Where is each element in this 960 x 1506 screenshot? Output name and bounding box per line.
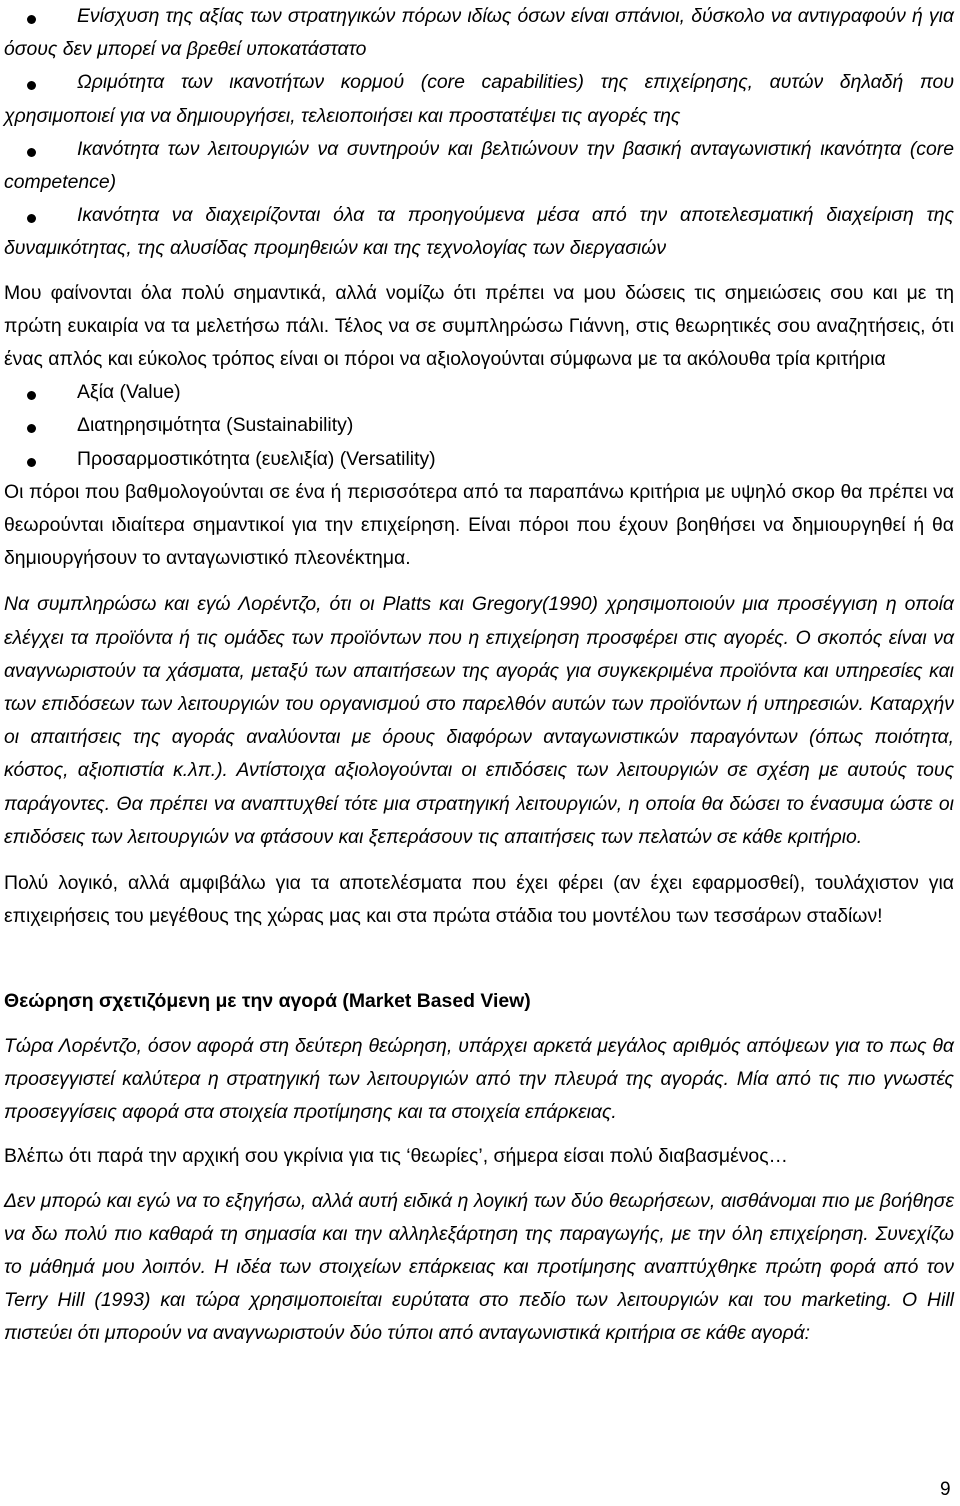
bullet-item: Ωριμότητα των ικανοτήτων κορμού (core capabilities) της επιχείρησης, αυτών δηλαδή που χρησιμοποιεί για να δημιουργήσει, τελειοποιήσει και προστατέψει τις αγορές της xyxy=(4,71,954,127)
bullet-icon xyxy=(27,214,36,223)
paragraph-terry-hill: Δεν μπορώ και εγώ να το εξηγήσω, αλλά αυτή ειδικά η λογική των δύο θεωρήσεων, αισθάνομαι πιο με βοήθησε να δω πολύ πιο καθαρά τη σημασία και την αλληλεξάρτηση της παραγωγής, με την όλη επιχείρηση. Συνεχίζω το μάθημά μου λοιπόν. Η ιδέα των στοιχείων επάρκειας και προτίμησης αναπτύχθηκε πρώτη φορά από τον Terry Hill (1993) και τώρα χρησιμοποιείται ευρύτατα στο πεδίο των λειτουργιών και του marketing. Ο Hill πιστεύει ότι μπορούν να αναγνωριστούν δύο τύποι από ανταγωνιστικά κριτήρια σε κάθε αγορά: xyxy=(4,1189,954,1345)
bullet-icon xyxy=(27,15,36,24)
criteria-item-versatility: Προσαρμοστικότητα (ευελιξία) (Versatility) xyxy=(4,443,954,476)
bullet-icon xyxy=(27,458,36,467)
resource-bullets xyxy=(4,0,954,266)
page-number: 9 xyxy=(940,1479,951,1500)
bullet-item: Ενίσχυση της αξίας των στρατηγικών πόρων ιδίως όσων είναι σπάνιοι, δύσκολο να αντιγραφούν ή για όσους δεν μπορεί να βρεθεί υποκατάστατο xyxy=(4,5,954,61)
bullet-icon xyxy=(27,81,36,90)
criteria-item-value: Αξία (Value) xyxy=(4,376,954,409)
paragraph-market-view: Τώρα Λορέντζο, όσον αφορά στη δεύτερη θεώρηση, υπάρχει αρκετά μεγάλος αριθμός απόψεων για το πως θα προσεγγιστεί καλύτερα η στρατηγική των λειτουργιών από την πλευρά της αγοράς. Μία από τις πιο γνωστές προσεγγίσεις αφορά στα στοιχεία προτίμησης και τα στοιχεία επάρκειας. xyxy=(4,1034,954,1124)
section-heading: Θεώρηση σχετιζόμενη με την αγορά (Market Based View) xyxy=(4,990,531,1013)
bullet-icon xyxy=(27,391,36,400)
paragraph-well-read: Βλέπω ότι παρά την αρχική σου γκρίνια για τις ‘θεωρίες’, σήμερα είσαι πολύ διαβασμένος… xyxy=(4,1145,788,1168)
paragraph-doubt: Πολύ λογικό, αλλά αμφιβάλω για τα αποτελέσματα που έχει φέρει (αν έχει εφαρμοσθεί), τουλάχιστον για επιχειρήσεις του μεγέθους της χώρας μας και στα πρώτα στάδια του μοντέλου των τεσσάρων σταδίων! xyxy=(4,872,954,928)
criteria-list xyxy=(4,376,954,476)
criteria-item-sustainability: Διατηρησιμότητα (Sustainability) xyxy=(4,409,954,442)
bullet-item: Ικανότητα των λειτουργιών να συντηρούν και βελτιώνουν την βασική ανταγωνιστική ικανότητα (core competence) xyxy=(4,137,954,194)
document-page xyxy=(4,0,954,1351)
bullet-icon xyxy=(27,148,36,157)
paragraph-resources-scoring: Οι πόροι που βαθμολογούνται σε ένα ή περισσότερα από τα παραπάνω κριτήρια με υψηλό σκορ θα πρέπει να θεωρούνται ιδιαίτερα σημαντικοί για την επιχείρηση. Είναι πόροι που έχουν βοηθήσει να δημιουργηθεί ή θα δημιουργήσουν το ανταγωνιστικό πλεονέκτημα. xyxy=(4,480,954,570)
paragraph-importance: Μου φαίνονται όλα πολύ σημαντικά, αλλά νομίζω ότι πρέπει να μου δώσεις τις σημειώσεις σου και με τη πρώτη ευκαιρία να τα μελετήσω πάλι. Τέλος να σε συμπληρώσω Γιάννη, στις θεωρητικές σου αναζητήσεις, ότι ένας απλός και εύκολος τρόπος είναι οι πόροι να αξιολογούνται σύμφωνα με τα ακόλουθα τρία κριτήρια xyxy=(4,281,954,371)
paragraph-platts-gregory: Να συμπληρώσω και εγώ Λορέντζο, ότι οι Platts και Gregory(1990) χρησιμοποιούν μια προσέγγιση η οποία ελέγχει τα προϊόντα ή τις ομάδες των προϊόντων που η επιχείρηση προσφέρει στις αγορές. Ο σκοπός είναι να αναγνωριστούν τα χάσματα, μεταξύ των απαιτήσεων της αγοράς για συγκεκριμένα προϊόντα και υπηρεσίες και των επιδόσεων των λειτουργιών του οργανισμού στο παρελθόν αυτών των προϊόντων ή υπηρεσιών. Καταρχήν οι απαιτήσεις της αγοράς αναλύονται με όρους διαφόρων ανταγωνιστικών παραγόντων (όπως ποιότητα, κόστος, αξιοπιστία κ.λπ.). Αντίστοιχα αξιολογούνται οι επιδόσεις των λειτουργιών σε σχέση με αυτούς τους παράγοντες. Θα πρέπει να αναπτυχθεί τότε μια στρατηγική λειτουργιών, η οποία θα δώσει το ένασυμα ώστε οι επιδόσεις των λειτουργιών να φτάσουν και ξεπεράσουν τις απαιτήσεις των πελατών σε κάθε κριτήριο. xyxy=(4,593,954,848)
bullet-icon xyxy=(27,424,36,433)
bullet-item: Ικανότητα να διαχειρίζονται όλα τα προηγούμενα μέσα από την αποτελεσματική διαχείριση της δυναμικότητας, της αλυσίδας προμηθειών και της τεχνολογίας των διεργασιών xyxy=(4,204,954,260)
